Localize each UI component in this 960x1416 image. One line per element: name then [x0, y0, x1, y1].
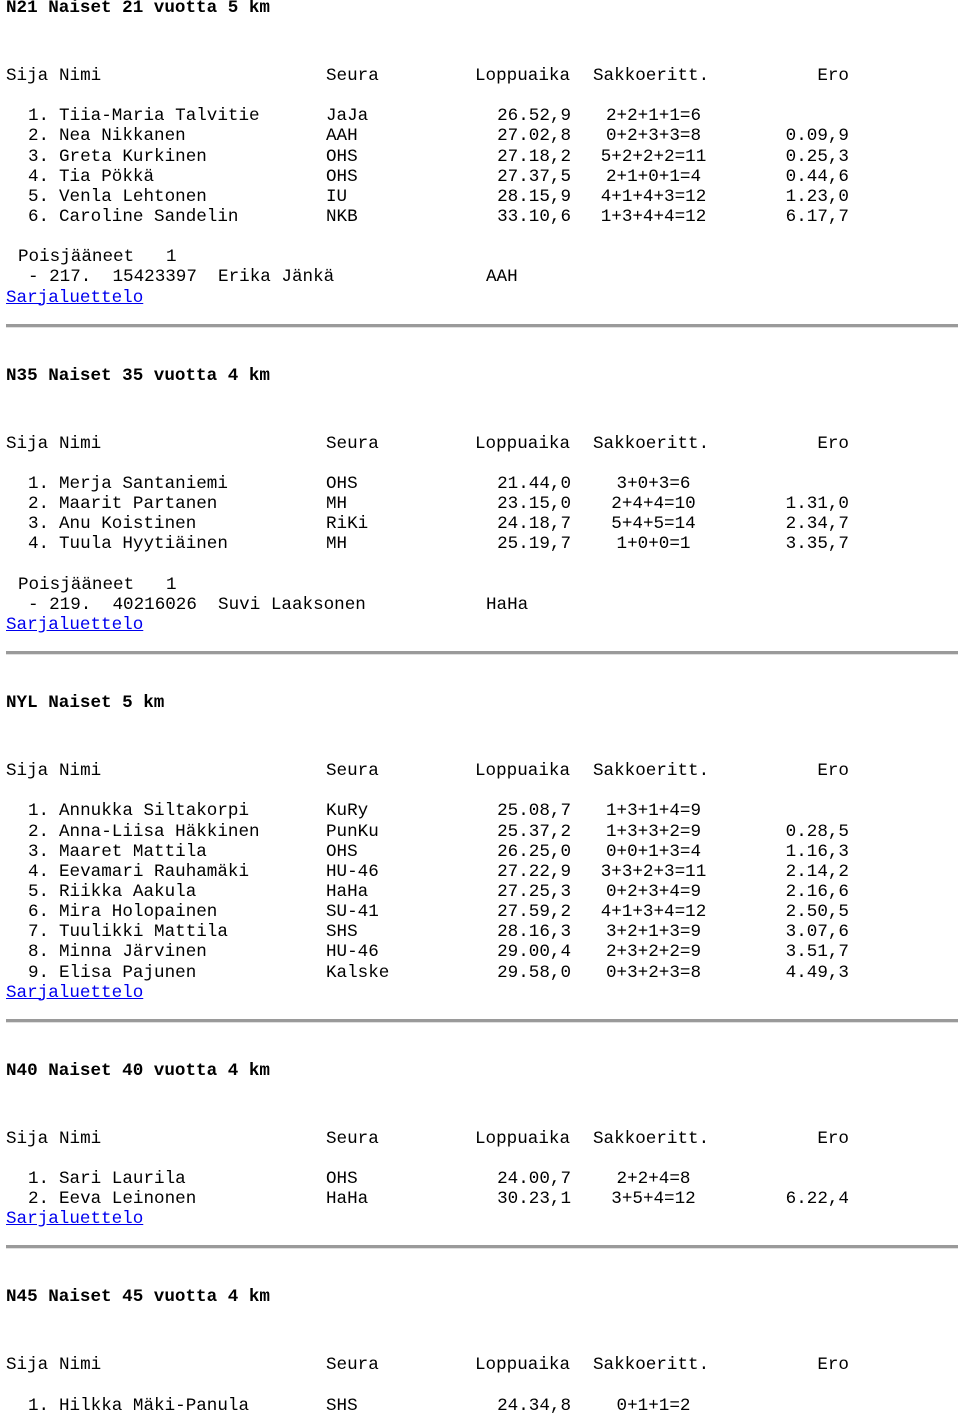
club-name: AAH — [326, 126, 358, 147]
table-header — [6, 66, 958, 86]
finish-time: 25.08,7 — [497, 801, 571, 822]
table-header — [6, 761, 958, 781]
penalty-loops: 0+0+1+3=4 — [605, 841, 702, 862]
table-row — [6, 922, 958, 942]
results-section — [6, 0, 958, 328]
penalty-loops: 2+4+4=10 — [611, 494, 696, 515]
club-name: Kalske — [326, 962, 390, 983]
section-title: N40 Naiset 40 vuotta 4 km — [6, 1060, 270, 1081]
club-name: IU — [326, 186, 348, 207]
sarjaluettelo-link[interactable]: Sarjaluettelo — [6, 614, 144, 635]
header-ero: Ero — [817, 1355, 849, 1376]
header-nimi: Nimi — [59, 433, 102, 454]
dnf-header — [6, 575, 958, 595]
header-nimi: Nimi — [59, 66, 102, 86]
result-rank: 6. — [28, 206, 50, 227]
athlete-name: Greta Kurkinen — [59, 146, 207, 167]
result-rank: 3. — [28, 514, 50, 535]
time-difference: 6.22,4 — [785, 1189, 849, 1210]
header-sija: Sija — [6, 433, 49, 454]
finish-time: 27.02,8 — [497, 126, 571, 147]
penalty-loops: 4+1+4+3=12 — [600, 186, 707, 207]
finish-time: 24.34,8 — [497, 1395, 571, 1416]
penalty-loops: 2+1+0+1=4 — [605, 166, 702, 187]
athlete-name: Maaret Mattila — [59, 841, 207, 862]
athlete-name: Tuula Hyytiäinen — [59, 534, 228, 555]
header-ero: Ero — [817, 1128, 849, 1149]
table-row — [6, 106, 958, 126]
time-difference: 3.07,6 — [785, 922, 849, 943]
dnf-label: Poisjääneet — [18, 574, 135, 595]
header-nimi: Nimi — [59, 761, 102, 782]
dnf-entry: - 217. 15423397 Erika Jänkä — [28, 267, 335, 288]
athlete-name: Minna Järvinen — [59, 942, 207, 963]
result-rank: 6. — [28, 902, 50, 923]
header-nimi: Nimi — [59, 1128, 102, 1149]
header-sija: Sija — [6, 1355, 49, 1376]
club-name: OHS — [326, 1169, 358, 1190]
athlete-name: Sari Laurila — [59, 1169, 186, 1190]
dnf-count: 1 — [166, 574, 177, 595]
sarjaluettelo-link[interactable]: Sarjaluettelo — [6, 982, 144, 1003]
finish-time: 24.18,7 — [497, 514, 571, 535]
header-sakkoeritt: Sakkoeritt. — [593, 1128, 710, 1149]
result-rank: 1. — [28, 106, 50, 127]
club-name: SHS — [326, 922, 358, 943]
penalty-loops: 3+2+1+3=9 — [605, 922, 702, 943]
results-section — [6, 1061, 958, 1250]
table-row — [6, 167, 958, 187]
table-row — [6, 1396, 958, 1416]
finish-time: 33.10,6 — [497, 206, 571, 227]
header-seura: Seura — [326, 66, 379, 86]
section-divider — [6, 1245, 958, 1249]
header-seura: Seura — [326, 1355, 379, 1376]
table-row — [6, 842, 958, 862]
header-seura: Seura — [326, 761, 379, 782]
table-row — [6, 822, 958, 842]
finish-time: 28.15,9 — [497, 186, 571, 207]
table-row — [6, 1169, 958, 1189]
club-name: RiKi — [326, 514, 369, 535]
results-section — [6, 693, 958, 1023]
penalty-loops: 3+3+2+3=11 — [600, 861, 707, 882]
penalty-loops: 5+4+5=14 — [611, 514, 696, 535]
sarjaluettelo-link[interactable]: Sarjaluettelo — [6, 287, 144, 308]
finish-time: 28.16,3 — [497, 922, 571, 943]
club-name: HaHa — [326, 1189, 369, 1210]
time-difference: 2.14,2 — [785, 861, 849, 882]
finish-time: 26.25,0 — [497, 841, 571, 862]
result-rank: 3. — [28, 146, 50, 167]
club-name: OHS — [326, 841, 358, 862]
athlete-name: Hilkka Mäki-Panula — [59, 1395, 250, 1416]
result-rank: 9. — [28, 962, 50, 983]
penalty-loops: 3+5+4=12 — [611, 1189, 696, 1210]
dnf-header — [6, 247, 958, 267]
table-row — [6, 514, 958, 534]
table-header — [6, 1129, 958, 1149]
section-title: N21 Naiset 21 vuotta 5 km — [6, 0, 270, 18]
result-rank: 3. — [28, 841, 50, 862]
result-rank: 5. — [28, 881, 50, 902]
result-rank: 4. — [28, 534, 50, 555]
finish-time: 23.15,0 — [497, 494, 571, 515]
section-title: N35 Naiset 35 vuotta 4 km — [6, 365, 270, 386]
result-rank: 2. — [28, 821, 50, 842]
dnf-label: Poisjääneet — [18, 247, 135, 268]
athlete-name: Venla Lehtonen — [59, 186, 207, 207]
time-difference: 6.17,7 — [785, 206, 849, 227]
table-header — [6, 434, 958, 454]
result-rank: 5. — [28, 186, 50, 207]
finish-time: 27.22,9 — [497, 861, 571, 882]
athlete-name: Tuulikki Mattila — [59, 922, 228, 943]
table-header — [6, 1355, 958, 1375]
table-row — [6, 862, 958, 882]
result-rank: 2. — [28, 494, 50, 515]
club-name: HU-46 — [326, 861, 379, 882]
club-name: HaHa — [326, 881, 369, 902]
header-loppuaika: Loppuaika — [475, 1355, 571, 1376]
finish-time: 27.25,3 — [497, 881, 571, 902]
athlete-name: Eevamari Rauhamäki — [59, 861, 250, 882]
time-difference: 2.50,5 — [785, 902, 849, 923]
time-difference: 1.16,3 — [785, 841, 849, 862]
athlete-name: Elisa Pajunen — [59, 962, 197, 983]
sarjaluettelo-link[interactable]: Sarjaluettelo — [6, 1209, 144, 1230]
result-rank: 1. — [28, 1395, 50, 1416]
penalty-loops: 1+3+4+4=12 — [600, 206, 707, 227]
header-sakkoeritt: Sakkoeritt. — [593, 1355, 710, 1376]
table-row — [6, 882, 958, 902]
finish-time: 21.44,0 — [497, 473, 571, 494]
section-divider — [6, 324, 958, 328]
club-name: OHS — [326, 166, 358, 187]
penalty-loops: 5+2+2+2=11 — [600, 146, 707, 167]
finish-time: 27.37,5 — [497, 166, 571, 187]
finish-time: 25.19,7 — [497, 534, 571, 555]
athlete-name: Eeva Leinonen — [59, 1189, 197, 1210]
results-page — [6, 0, 958, 1416]
time-difference: 0.28,5 — [785, 821, 849, 842]
result-rank: 1. — [28, 1169, 50, 1190]
header-sija: Sija — [6, 1128, 49, 1149]
club-name: MH — [326, 534, 348, 555]
club-name: PunKu — [326, 821, 379, 842]
section-divider — [6, 651, 958, 655]
header-ero: Ero — [817, 433, 849, 454]
table-row — [6, 942, 958, 962]
club-name: OHS — [326, 473, 358, 494]
dnf-club: HaHa — [486, 594, 529, 615]
finish-time: 27.18,2 — [497, 146, 571, 167]
athlete-name: Anna-Liisa Häkkinen — [59, 821, 260, 842]
finish-time: 25.37,2 — [497, 821, 571, 842]
time-difference: 1.23,0 — [785, 186, 849, 207]
athlete-name: Tia Pökkä — [59, 166, 155, 187]
finish-time: 27.59,2 — [497, 902, 571, 923]
club-name: SU-41 — [326, 902, 379, 923]
table-row — [6, 1189, 958, 1209]
penalty-loops: 0+2+3+3=8 — [605, 126, 702, 147]
header-nimi: Nimi — [59, 1355, 102, 1376]
club-name: NKB — [326, 206, 358, 227]
table-row — [6, 494, 958, 514]
club-name: MH — [326, 494, 348, 515]
result-rank: 1. — [28, 801, 50, 822]
finish-time: 30.23,1 — [497, 1189, 571, 1210]
header-loppuaika: Loppuaika — [475, 433, 571, 454]
results-section — [6, 1287, 958, 1415]
table-row — [6, 207, 958, 227]
header-loppuaika: Loppuaika — [475, 761, 571, 782]
athlete-name: Riikka Aakula — [59, 881, 197, 902]
header-seura: Seura — [326, 1128, 379, 1149]
time-difference: 4.49,3 — [785, 962, 849, 983]
finish-time: 24.00,7 — [497, 1169, 571, 1190]
time-difference: 1.31,0 — [785, 494, 849, 515]
club-name: SHS — [326, 1395, 358, 1416]
club-name: JaJa — [326, 106, 369, 127]
athlete-name: Nea Nikkanen — [59, 126, 186, 147]
time-difference: 0.09,9 — [785, 126, 849, 147]
table-row — [6, 534, 958, 554]
table-row — [6, 187, 958, 207]
penalty-loops: 1+3+1+4=9 — [605, 801, 702, 822]
result-rank: 2. — [28, 1189, 50, 1210]
table-row — [6, 147, 958, 167]
header-sija: Sija — [6, 66, 49, 86]
header-loppuaika: Loppuaika — [475, 66, 571, 86]
penalty-loops: 1+0+0=1 — [616, 534, 691, 555]
header-sakkoeritt: Sakkoeritt. — [593, 433, 710, 454]
penalty-loops: 0+3+2+3=8 — [605, 962, 702, 983]
section-title: NYL Naiset 5 km — [6, 693, 165, 714]
penalty-loops: 2+3+2+2=9 — [605, 942, 702, 963]
club-name: HU-46 — [326, 942, 379, 963]
athlete-name: Tiia-Maria Talvitie — [59, 106, 260, 127]
result-rank: 4. — [28, 861, 50, 882]
dnf-row — [6, 595, 958, 615]
header-ero: Ero — [817, 66, 849, 86]
result-rank: 8. — [28, 942, 50, 963]
time-difference: 0.25,3 — [785, 146, 849, 167]
section-divider — [6, 1019, 958, 1023]
penalty-loops: 3+0+3=6 — [616, 473, 691, 494]
time-difference: 2.34,7 — [785, 514, 849, 535]
finish-time: 29.58,0 — [497, 962, 571, 983]
club-name: KuRy — [326, 801, 369, 822]
result-rank: 2. — [28, 126, 50, 147]
result-rank: 7. — [28, 922, 50, 943]
result-rank: 1. — [28, 473, 50, 494]
table-row — [6, 126, 958, 146]
time-difference: 3.51,7 — [785, 942, 849, 963]
header-sakkoeritt: Sakkoeritt. — [593, 66, 710, 86]
club-name: OHS — [326, 146, 358, 167]
time-difference: 2.16,6 — [785, 881, 849, 902]
time-difference: 3.35,7 — [785, 534, 849, 555]
table-row — [6, 902, 958, 922]
table-row — [6, 963, 958, 983]
table-row — [6, 801, 958, 821]
penalty-loops: 2+2+1+1=6 — [605, 106, 702, 127]
result-rank: 4. — [28, 166, 50, 187]
finish-time: 29.00,4 — [497, 942, 571, 963]
header-loppuaika: Loppuaika — [475, 1128, 571, 1149]
header-sija: Sija — [6, 761, 49, 782]
header-ero: Ero — [817, 761, 849, 782]
athlete-name: Caroline Sandelin — [59, 206, 239, 227]
athlete-name: Annukka Siltakorpi — [59, 801, 250, 822]
athlete-name: Maarit Partanen — [59, 494, 218, 515]
penalty-loops: 1+3+3+2=9 — [605, 821, 702, 842]
athlete-name: Mira Holopainen — [59, 902, 218, 923]
time-difference: 0.44,6 — [785, 166, 849, 187]
table-row — [6, 474, 958, 494]
penalty-loops: 0+1+1=2 — [616, 1395, 691, 1416]
athlete-name: Merja Santaniemi — [59, 473, 228, 494]
penalty-loops: 4+1+3+4=12 — [600, 902, 707, 923]
penalty-loops: 2+2+4=8 — [616, 1169, 691, 1190]
athlete-name: Anu Koistinen — [59, 514, 197, 535]
dnf-entry: - 219. 40216026 Suvi Laaksonen — [28, 594, 366, 615]
dnf-club: AAH — [486, 267, 518, 288]
header-seura: Seura — [326, 433, 379, 454]
section-title: N45 Naiset 45 vuotta 4 km — [6, 1287, 270, 1308]
dnf-count: 1 — [166, 247, 177, 268]
results-section — [6, 366, 958, 655]
dnf-row — [6, 267, 958, 287]
header-sakkoeritt: Sakkoeritt. — [593, 761, 710, 782]
finish-time: 26.52,9 — [497, 106, 571, 127]
penalty-loops: 0+2+3+4=9 — [605, 881, 702, 902]
